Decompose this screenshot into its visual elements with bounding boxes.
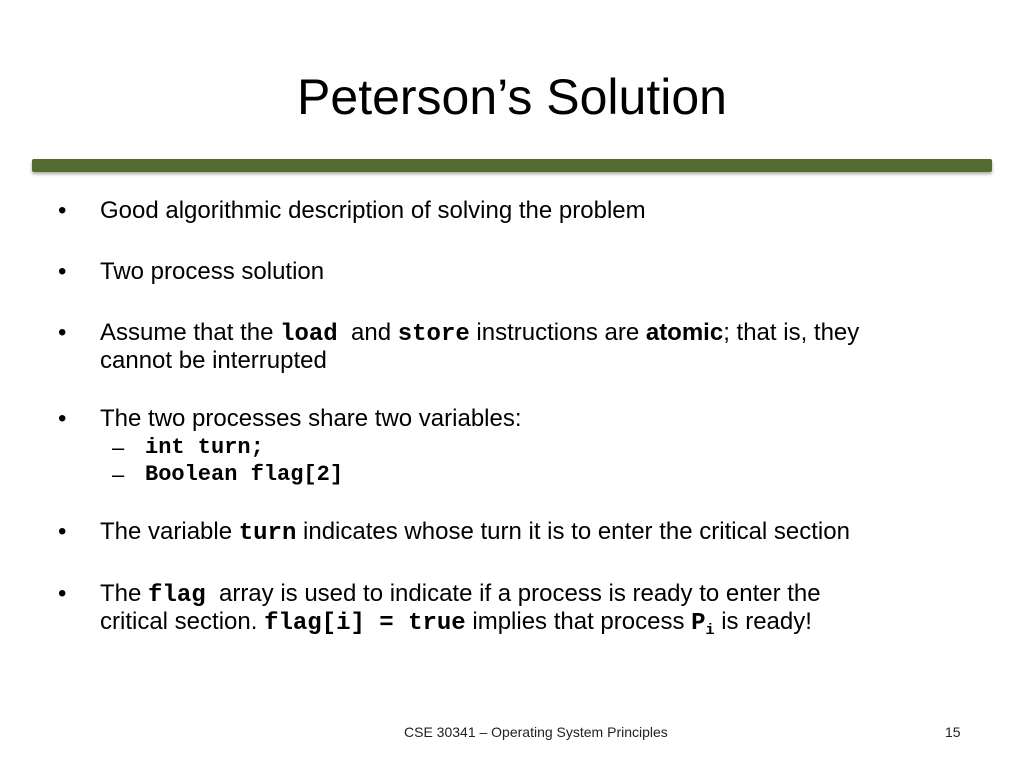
emphasis-atomic: atomic [645, 319, 724, 346]
sub-bullet-text: int turn; [145, 435, 264, 460]
text-run: indicates whose turn it is to enter the critical section [296, 518, 850, 545]
bullet-text [100, 320, 980, 374]
text-run: and [337, 319, 398, 346]
title-divider [32, 159, 992, 172]
text-run: ; that is, they [723, 319, 860, 346]
bullet-text: Two process solution [100, 258, 325, 285]
dash-icon: – [112, 435, 125, 460]
bullet-icon: • [58, 405, 67, 432]
code-process-subscript: i [705, 622, 715, 639]
code-store: store [397, 321, 470, 348]
text-run: cannot be interrupted [100, 347, 327, 374]
dash-icon: – [112, 462, 125, 487]
text-run: is ready! [714, 608, 812, 635]
code-flag-true: flag[i] = true [264, 610, 466, 637]
bullet-icon: • [58, 197, 67, 224]
bullet-icon: • [58, 319, 67, 346]
bullet-icon: • [58, 258, 67, 285]
text-run: Assume that the [100, 319, 281, 346]
bullet-icon: • [58, 580, 67, 607]
code-load: load [280, 321, 338, 348]
text-run: implies that process [465, 608, 692, 635]
bullet-text: Good algorithmic description of solving the problem [100, 197, 646, 224]
bullet-text: The two processes share two variables: [100, 405, 522, 432]
page-number: 15 [945, 724, 961, 740]
slide-title: Peterson’s Solution [297, 69, 727, 125]
sub-bullet-text: Boolean flag[2] [145, 462, 344, 487]
text-run: instructions are [469, 319, 646, 346]
bullet-text [100, 581, 980, 637]
code-process-p: P [691, 610, 706, 637]
text-run: The [100, 580, 149, 607]
code-turn: turn [238, 520, 297, 547]
text-run: The variable [100, 518, 239, 545]
footer-course: CSE 30341 – Operating System Principles [404, 724, 668, 740]
bullet-icon: • [58, 518, 67, 545]
bullet-text [100, 519, 980, 547]
text-run: critical section. [100, 608, 265, 635]
code-flag: flag [148, 582, 206, 609]
text-run: array is used to indicate if a process is ready to enter the [205, 580, 821, 607]
